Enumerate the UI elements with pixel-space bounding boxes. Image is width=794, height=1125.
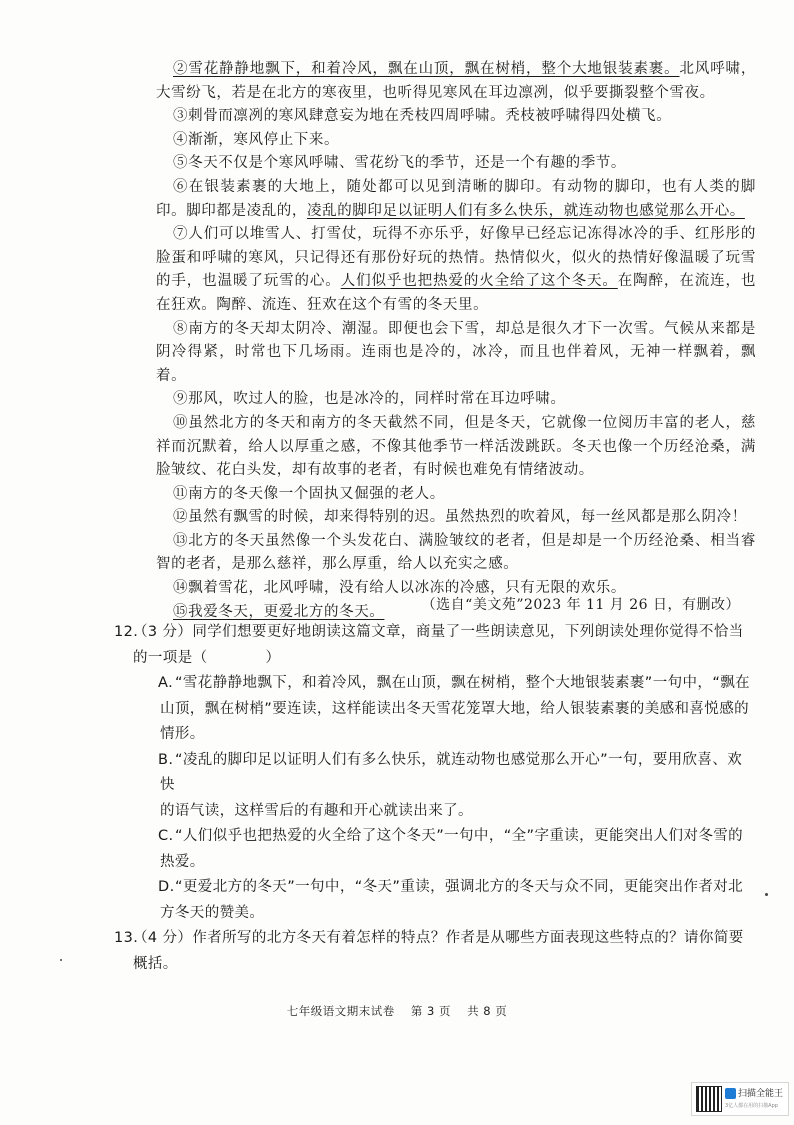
reading-passage bbox=[156, 58, 756, 624]
watermark-tagline: 3亿人都在用的扫描App bbox=[725, 1103, 778, 1109]
paragraph-4: ④渐渐，寒风停止下来。 bbox=[173, 131, 340, 148]
paragraph-3: ③刺骨而凛冽的寒风肆意妄为地在秃枝四周呼啸。秃枝被呼啸得四处横飞。 bbox=[173, 108, 672, 125]
option-c-letter: C. bbox=[158, 828, 174, 844]
option-d-line-1: “更爱北方的冬天”一句中，“冬天”重读，强调北方的冬天与众不同，更能突出作者对北 bbox=[175, 879, 744, 895]
paragraph-9: ⑨那风，吹过人的脸，也是冰冷的，同样时常在耳边呼啸。 bbox=[173, 391, 566, 408]
scan-speck bbox=[60, 959, 62, 961]
question-12-close-paren: ） bbox=[265, 649, 281, 666]
source-citation: （选自“美文苑”2023 年 11 月 26 日，有删改） bbox=[421, 597, 740, 613]
questions-section bbox=[0, 620, 794, 977]
scanner-watermark bbox=[691, 1082, 789, 1116]
option-a-line-1: “雪花静静地飘下，和着冷风，飘在山顶，飘在树梢，整个大地银装素裹”一句中，“飘在 bbox=[175, 675, 751, 691]
question-12-line-1: （3 分）同学们想要更好地朗读这篇文章，商量了一些朗读意见，下列朗读处理你觉得不恰当 bbox=[133, 624, 744, 640]
footer-page-number: 第 3 页 bbox=[410, 1004, 451, 1018]
option-c-line-2: 热爱。 bbox=[160, 853, 205, 870]
option-c bbox=[160, 824, 755, 875]
camscanner-logo-icon bbox=[725, 1088, 736, 1099]
watermark-brand: 扫描全能王 bbox=[738, 1089, 784, 1099]
paragraph-2 bbox=[156, 58, 756, 105]
option-a-line-2: 山顶，飘在树梢”要连读，这样能读出冬天雪花笼罩大地，给人银装素裹的美感和喜悦感的 bbox=[160, 700, 750, 717]
option-a bbox=[160, 671, 755, 748]
option-d bbox=[160, 875, 755, 926]
question-12-number: 12. bbox=[114, 624, 139, 640]
question-13-line-2: 概括。 bbox=[133, 955, 178, 972]
paragraph-7-rest: 在陶醉，在流连，也在狂欢。陶醉、流连、狂欢在这个有雪的冬天里。 bbox=[156, 273, 756, 313]
qr-code-icon bbox=[696, 1086, 722, 1112]
paragraph-7 bbox=[156, 223, 756, 317]
paragraph-5: ⑤冬天不仅是个寒风呼啸、雪花纷飞的季节，还是一个有趣的季节。 bbox=[173, 155, 626, 172]
option-b-line-2: 的语气读，这样雪后的有趣和开心就读出来了。 bbox=[160, 802, 473, 819]
footer-total-pages: 共 8 页 bbox=[467, 1004, 508, 1018]
paragraph-11: ⑪南方的冬天像一个固执又倔强的老人。 bbox=[173, 485, 445, 502]
option-b bbox=[160, 748, 755, 825]
paragraph-10: ⑩虽然北方的冬天和南方的冬天截然不同，但是冬天，它就像一位阅历丰富的老人，慈祥而沉默着，给人以厚重之感，不像其他季节一样活泼跳跃。冬天也像一个历经沧桑，满脸皱纹、花白头发，却有故事的老者，有时候也难免有情绪波动。 bbox=[156, 414, 756, 479]
option-a-letter: A. bbox=[158, 675, 174, 691]
question-12-prompt: 的一项是（ bbox=[133, 649, 208, 666]
paragraph-6-text: ⑥在银装素裹的大地上，随处都可以见到清晰的脚印。有动物的脚印，也有人类的脚印。脚印都是凌乱的， bbox=[156, 178, 756, 219]
question-13-line-1: （4 分）作者所写的北方冬天有着怎样的特点？作者是从哪些方面表现这些特点的？请你简要 bbox=[133, 930, 744, 946]
option-d-line-2: 方冬天的赞美。 bbox=[160, 904, 265, 921]
paragraph-8: ⑧南方的冬天却太阴冷、潮湿。即便也会下雪，却总是很久才下一次雪。气候从来都是阴冷得紧，时常也下几场雨。连雨也是冷的，冰冷，而且也伴着风，无神一样飘着，飘着。 bbox=[156, 320, 756, 384]
question-12-stem bbox=[114, 620, 753, 671]
option-c-line-1: “人们似乎也把热爱的火全给了这个冬天”一句中，“全”字重读，更能突出人们对冬雪的 bbox=[175, 828, 744, 844]
option-a-line-3: 情形。 bbox=[160, 726, 205, 742]
paragraph-6 bbox=[156, 176, 756, 223]
paragraph-2-rest: 北风呼啸，大雪纷飞，若是在北方的寒夜里，也听得见寒风在耳边凛冽，似乎要撕裂整个雪夜。 bbox=[156, 61, 757, 101]
paragraph-12: ⑫虽然有飘雪的时候，却来得特别的迟。虽然热烈的吹着风，每一丝风都是那么阴冷！ bbox=[173, 509, 747, 526]
scan-speck bbox=[765, 893, 768, 896]
question-13-number: 13. bbox=[114, 930, 139, 946]
option-d-letter: D. bbox=[158, 879, 175, 895]
question-13-stem bbox=[114, 926, 753, 977]
paragraph-13: ⑬北方的冬天虽然像一个头发花白、满脸皱纹的老者，但是却是一个历经沧桑、相当睿智的老者，是那么慈祥，那么厚重，给人以充实之感。 bbox=[156, 532, 756, 573]
page-footer bbox=[0, 1003, 794, 1019]
option-b-letter: B. bbox=[158, 751, 174, 768]
paragraph-7-underlined: 人们似乎也把热爱的火全给了这个冬天。 bbox=[340, 273, 618, 290]
question-12-line-2 bbox=[133, 646, 753, 672]
paragraph-15-underlined: ⑮我爱冬天，更爱北方的冬天。 bbox=[173, 603, 385, 620]
option-b-line-1: “凌乱的脚印足以证明人们有多么快乐，就连动物也感觉那么开心”一句，要用欣喜、欢快 bbox=[160, 751, 743, 793]
paragraph-6-underlined: 凌乱的脚印足以证明人们有多么快乐，就连动物也感觉那么开心。 bbox=[307, 202, 745, 219]
paragraph-2-underlined: ②雪花静静地飘下，和着冷风，飘在山顶，飘在树梢，整个大地银装素裹。 bbox=[173, 61, 680, 77]
paragraph-14: ⑭飘着雪花，北风呼啸，没有给人以冰冻的冷感，只有无限的欢乐。 bbox=[173, 580, 626, 597]
paragraph-7-text: ⑦人们可以堆雪人、打雪仗，玩得不亦乐乎，好像早已经忘记冻得冰冷的手、红彤彤的脸蛋和呼啸的寒风，只记得还有那份好玩的热情。热情似火，似火的热情好像温暖了玩雪的手，也温暖了玩雪的心。 bbox=[156, 226, 756, 290]
footer-exam-title: 七年级语文期末试卷 bbox=[286, 1004, 395, 1018]
